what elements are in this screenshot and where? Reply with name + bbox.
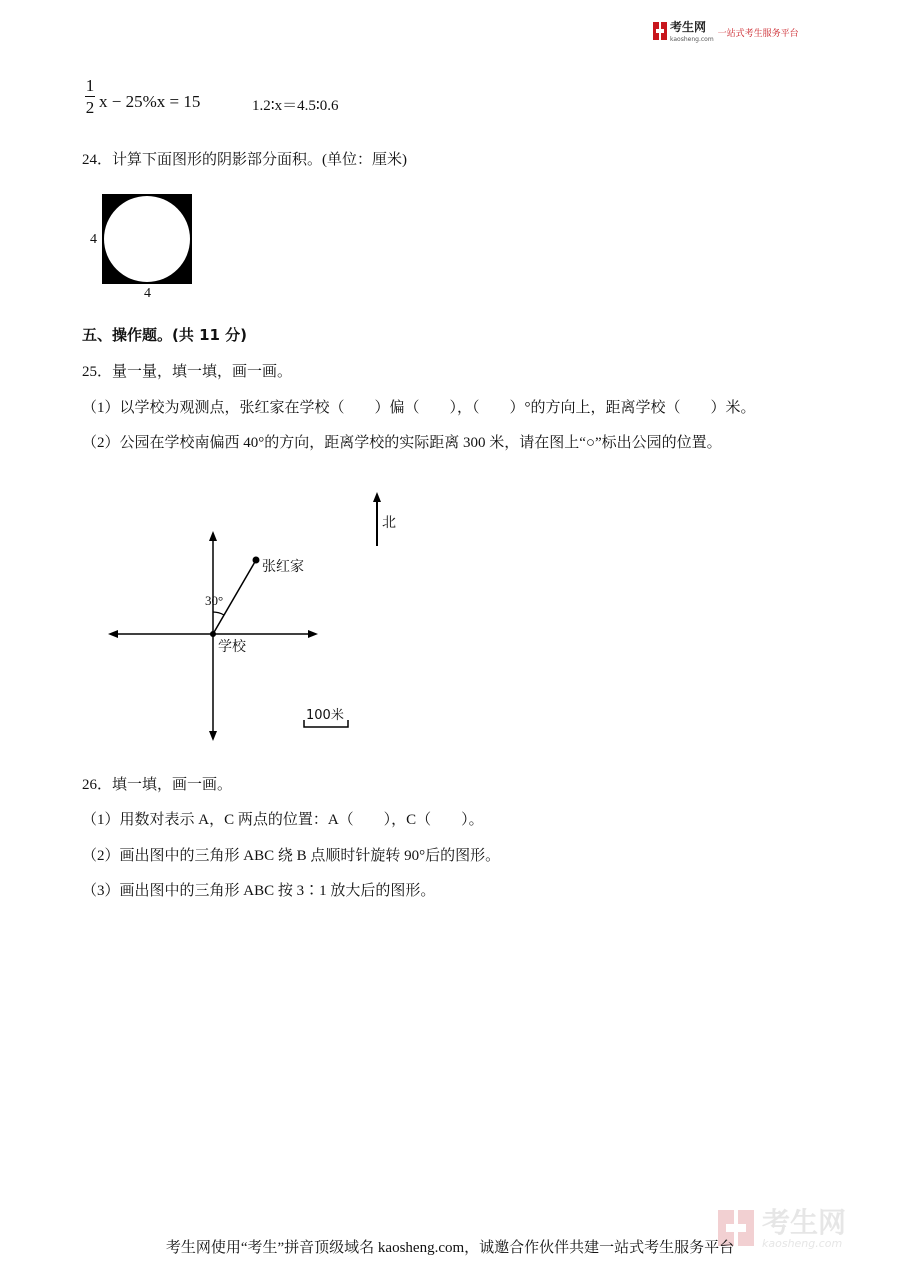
- school-label: 学校: [218, 639, 246, 655]
- question-25-title: 25．量一量，填一填，画一画。: [82, 364, 293, 380]
- question-26-sub1: （1）用数对表示 A，C 两点的位置：A（ ），C（ ）。: [82, 812, 484, 828]
- question-26-sub3: （3）画出图中的三角形 ABC 按 3∶1 放大后的图形。: [82, 883, 436, 899]
- brand-text: [670, 19, 714, 44]
- question-26-title: 26．填一填，画一画。: [82, 777, 233, 793]
- direction-diagram: [100, 485, 410, 750]
- school-point: [210, 631, 216, 637]
- brand-name: 考生网: [670, 19, 707, 34]
- question-24: 24．计算下面图形的阴影部分面积。(单位：厘米): [82, 152, 407, 168]
- watermark-name: 考生网: [762, 1206, 847, 1239]
- question-26-sub2: （2）画出图中的三角形 ABC 绕 B 点顺时针旋转 90°后的图形。: [82, 848, 501, 864]
- inner-circle: [104, 196, 190, 282]
- question-25-sub2: （2）公园在学校南偏西 40°的方向，距离学校的实际距离 300 米，请在图上“○”标出公园的位置。: [82, 435, 722, 451]
- question-25-sub1: （1）以学校为观测点，张红家在学校（ ）偏（ ），（ ）°的方向上，距离学校（ ）米。: [82, 400, 756, 416]
- watermark-domain: kaosheng.com: [762, 1237, 843, 1250]
- brand-slogan: 一站式考生服务平台: [717, 29, 799, 39]
- figure-bottom-label: 4: [144, 286, 151, 301]
- section-title: 五、操作题。(共 11 分): [82, 326, 248, 344]
- figure-side-label: 4: [90, 232, 97, 247]
- scale-label: 100米: [306, 708, 344, 723]
- shaded-square-circle-figure: [102, 194, 192, 284]
- equation-1: x − 25%x = 15: [99, 92, 201, 111]
- page-footer: 考生网使用“考生”拼音顶级域名 kaosheng.com，诚邀合作伙伴共建一站式考生服务平台: [165, 1240, 735, 1256]
- equation-2: 1.2∶x＝4.5∶0.6: [252, 98, 339, 114]
- header-logo: [653, 20, 799, 42]
- angle-arc: [213, 612, 224, 615]
- north-arrow-icon: [373, 492, 381, 546]
- fraction-one-half: [84, 76, 96, 119]
- brand-domain: kaosheng.com: [670, 35, 714, 43]
- north-label: 北: [382, 515, 396, 531]
- angle-label: 30°: [205, 593, 224, 608]
- home-point: [253, 557, 260, 564]
- brand-logo-icon: [653, 22, 667, 40]
- fraction-numerator: 1: [85, 76, 95, 95]
- fraction-denominator: 2: [85, 98, 95, 117]
- home-label: 张红家: [262, 559, 304, 575]
